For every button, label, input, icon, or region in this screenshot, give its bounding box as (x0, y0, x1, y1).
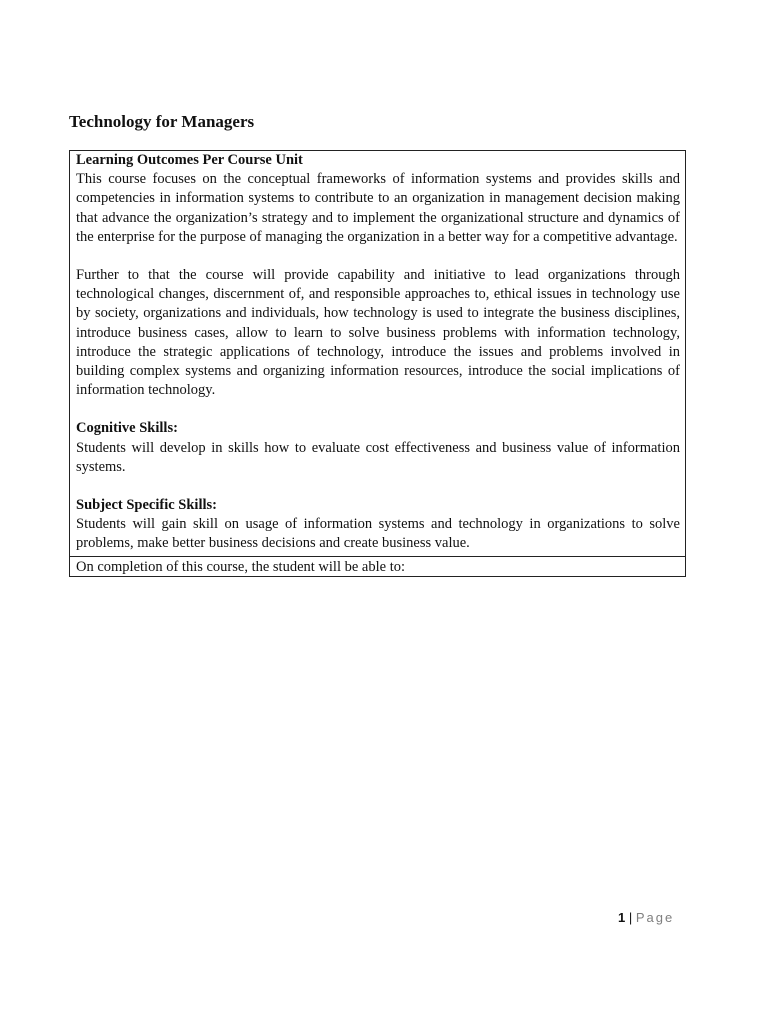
paragraph-spacer (76, 247, 680, 266)
completion-statement-cell: On completion of this course, the student will be able to: (76, 558, 406, 575)
page-label: Page (635, 910, 675, 925)
learning-outcomes-heading: Learning Outcomes Per Course Unit (76, 152, 303, 168)
course-capability-paragraph: Further to that the course will provide capability and initiative to lead organizations through technological changes, discernment of, and responsible approaches to, ethical issues in technology use by society, organizations and individuals, how technology is used to integrate the business disciplines, introduce business cases, allow to learn to solve business problems with information technology, introduce the strategic applications of technology, introduce the issues and problems involved in building complex systems and organizing information resources, introduce the social implications of information technology. (76, 267, 680, 399)
cognitive-skills-heading: Cognitive Skills: (76, 420, 178, 437)
course-description-paragraph: This course focuses on the conceptual frameworks of information systems and provides skills and competencies in information systems to contribute to an organization in management decision making that advance the organization’s strategy and to implement the organizational structure and dynamics of the enterprise for the purpose of managing the organization in a better way for a competitive advantage. (76, 171, 680, 245)
subject-skills-text: Students will gain skill on usage of information systems and technology in organizations to solve problems, make better business decisions and create business value. (76, 516, 680, 552)
cognitive-skills-text: Students will develop in skills how to evaluate cost effectiveness and business value of information systems. (76, 439, 680, 475)
page-number-separator: | (628, 910, 633, 925)
learning-outcomes-table (69, 150, 686, 577)
page-number-footer (618, 909, 674, 927)
learning-outcomes-cell (70, 151, 685, 557)
page-number: 1 (618, 910, 626, 925)
paragraph-spacer (76, 477, 680, 496)
subject-skills-heading: Subject Specific Skills: (76, 497, 217, 514)
paragraph-spacer (76, 400, 680, 419)
page-title: Technology for Managers (69, 112, 255, 131)
